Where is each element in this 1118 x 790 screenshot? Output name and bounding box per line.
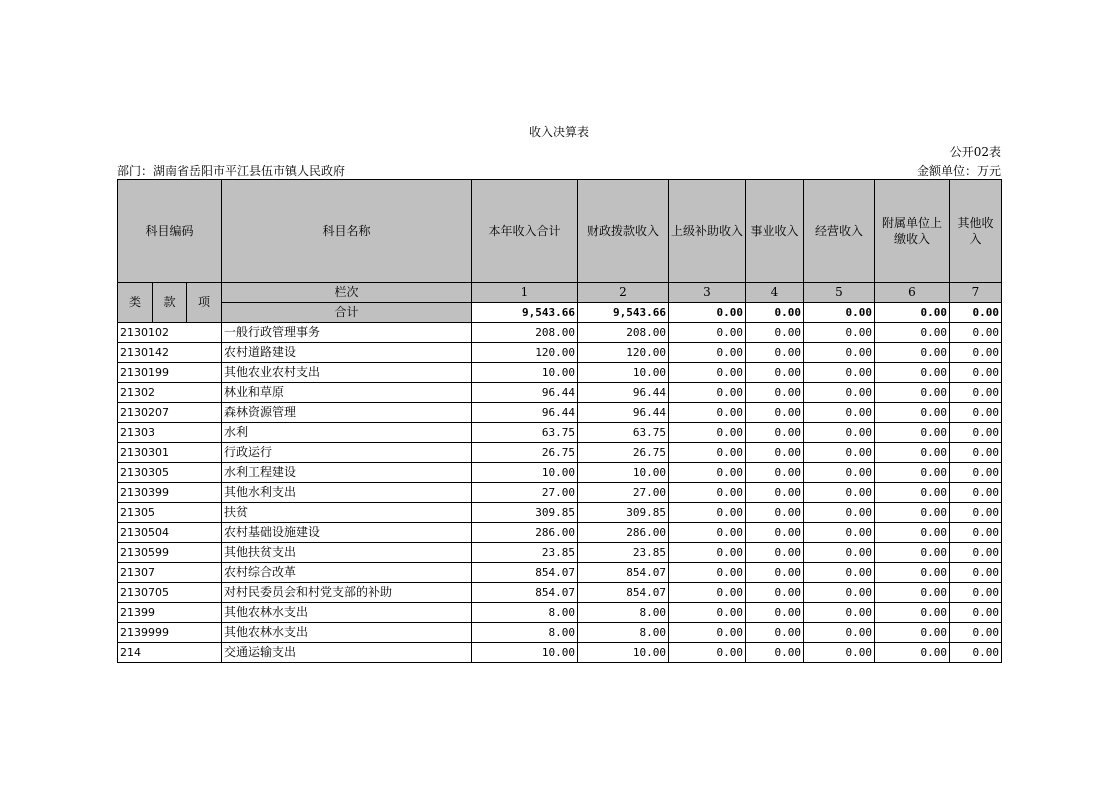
- row-value: 23.85: [472, 543, 578, 563]
- row-value: 0.00: [746, 403, 804, 423]
- row-code: 2130199: [118, 363, 222, 383]
- row-code: 2130102: [118, 323, 222, 343]
- row-value: 0.00: [669, 323, 746, 343]
- row-value: 0.00: [804, 423, 875, 443]
- row-value: 0.00: [875, 543, 950, 563]
- header-lei: 类: [118, 283, 153, 323]
- row-value: 0.00: [950, 623, 1002, 643]
- row-value: 0.00: [746, 563, 804, 583]
- table-row: [118, 443, 1002, 463]
- row-value: 0.00: [950, 383, 1002, 403]
- sum-value: 9,543.66: [578, 303, 669, 323]
- income-table: [117, 179, 1002, 663]
- row-value: 0.00: [950, 463, 1002, 483]
- row-name: 林业和草原: [222, 383, 472, 403]
- row-value: 0.00: [875, 443, 950, 463]
- row-value: 0.00: [950, 543, 1002, 563]
- row-value: 8.00: [472, 603, 578, 623]
- row-value: 208.00: [578, 323, 669, 343]
- column-number-row: [118, 283, 1002, 303]
- row-value: 0.00: [746, 623, 804, 643]
- table-row: [118, 383, 1002, 403]
- row-value: 10.00: [578, 463, 669, 483]
- row-value: 0.00: [950, 503, 1002, 523]
- row-code: 2130305: [118, 463, 222, 483]
- row-value: 0.00: [875, 363, 950, 383]
- row-value: 0.00: [746, 443, 804, 463]
- row-value: 0.00: [669, 643, 746, 663]
- row-value: 0.00: [746, 423, 804, 443]
- sum-label: 合计: [222, 303, 472, 323]
- row-value: 10.00: [472, 463, 578, 483]
- row-value: 0.00: [669, 423, 746, 443]
- row-value: 0.00: [875, 563, 950, 583]
- header-fiscal: 财政拨款收入: [578, 180, 669, 283]
- header-total: 本年收入合计: [472, 180, 578, 283]
- row-value: 0.00: [804, 503, 875, 523]
- sum-value: 0.00: [669, 303, 746, 323]
- report-title: 收入决算表: [528, 125, 589, 139]
- row-code: 21303: [118, 423, 222, 443]
- row-value: 0.00: [804, 343, 875, 363]
- row-value: 0.00: [746, 603, 804, 623]
- row-value: 0.00: [746, 463, 804, 483]
- row-value: 854.07: [578, 583, 669, 603]
- table-row: [118, 403, 1002, 423]
- sum-value: 0.00: [746, 303, 804, 323]
- row-value: 0.00: [669, 603, 746, 623]
- table-row: [118, 323, 1002, 343]
- header-row: [118, 180, 1002, 283]
- row-value: 8.00: [472, 623, 578, 643]
- table-row: [118, 463, 1002, 483]
- row-value: 854.07: [472, 563, 578, 583]
- table-row: [118, 343, 1002, 363]
- sum-value: 0.00: [950, 303, 1002, 323]
- row-value: 0.00: [950, 643, 1002, 663]
- row-name: 扶贫: [222, 503, 472, 523]
- row-value: 0.00: [669, 623, 746, 643]
- row-value: 0.00: [875, 483, 950, 503]
- row-value: 0.00: [804, 323, 875, 343]
- row-name: 水利工程建设: [222, 463, 472, 483]
- row-value: 8.00: [578, 603, 669, 623]
- row-value: 0.00: [746, 323, 804, 343]
- row-value: 0.00: [804, 463, 875, 483]
- row-value: 0.00: [950, 403, 1002, 423]
- row-value: 120.00: [578, 343, 669, 363]
- row-value: 26.75: [472, 443, 578, 463]
- row-value: 0.00: [746, 643, 804, 663]
- row-value: 0.00: [669, 503, 746, 523]
- table-row: [118, 643, 1002, 663]
- row-code: 2130207: [118, 403, 222, 423]
- row-value: 96.44: [472, 403, 578, 423]
- row-code: 214: [118, 643, 222, 663]
- row-value: 27.00: [472, 483, 578, 503]
- row-value: 0.00: [875, 463, 950, 483]
- row-name: 农村道路建设: [222, 343, 472, 363]
- row-code: 2130142: [118, 343, 222, 363]
- row-value: 0.00: [669, 483, 746, 503]
- row-value: 0.00: [669, 403, 746, 423]
- row-value: 0.00: [804, 483, 875, 503]
- row-value: 0.00: [950, 583, 1002, 603]
- row-value: 96.44: [472, 383, 578, 403]
- row-value: 0.00: [804, 623, 875, 643]
- header-superior: 上级补助收入: [669, 180, 746, 283]
- row-value: 854.07: [472, 583, 578, 603]
- row-value: 0.00: [746, 503, 804, 523]
- row-value: 0.00: [950, 523, 1002, 543]
- row-value: 309.85: [472, 503, 578, 523]
- row-code: 21307: [118, 563, 222, 583]
- department-label: 部门：湖南省岳阳市平江县伍市镇人民政府: [117, 164, 346, 178]
- table-row: [118, 483, 1002, 503]
- row-value: 10.00: [578, 363, 669, 383]
- row-value: 0.00: [950, 423, 1002, 443]
- row-value: 0.00: [804, 543, 875, 563]
- row-value: 0.00: [804, 403, 875, 423]
- row-value: 0.00: [746, 483, 804, 503]
- row-value: 0.00: [950, 363, 1002, 383]
- col-num: 7: [950, 283, 1002, 303]
- row-value: 120.00: [472, 343, 578, 363]
- sum-value: 0.00: [804, 303, 875, 323]
- row-value: 10.00: [472, 363, 578, 383]
- col-num: 4: [746, 283, 804, 303]
- row-name: 其他扶贫支出: [222, 543, 472, 563]
- row-value: 0.00: [875, 583, 950, 603]
- header-kuan: 款: [153, 283, 187, 323]
- row-value: 0.00: [875, 523, 950, 543]
- row-code: 2130504: [118, 523, 222, 543]
- row-name: 对村民委员会和村党支部的补助: [222, 583, 472, 603]
- row-value: 10.00: [578, 643, 669, 663]
- table-row: [118, 563, 1002, 583]
- row-value: 0.00: [804, 383, 875, 403]
- row-value: 0.00: [875, 623, 950, 643]
- row-value: 0.00: [669, 543, 746, 563]
- row-value: 0.00: [875, 503, 950, 523]
- table-row: [118, 623, 1002, 643]
- row-name: 其他农林水支出: [222, 623, 472, 643]
- col-num: 3: [669, 283, 746, 303]
- row-value: 0.00: [950, 443, 1002, 463]
- row-value: 0.00: [669, 583, 746, 603]
- row-value: 0.00: [746, 363, 804, 383]
- amount-unit-label: 金额单位：万元: [916, 164, 1001, 178]
- row-value: 10.00: [472, 643, 578, 663]
- row-value: 0.00: [804, 523, 875, 543]
- row-value: 309.85: [578, 503, 669, 523]
- row-value: 0.00: [669, 443, 746, 463]
- table-row: [118, 543, 1002, 563]
- table-row: [118, 583, 1002, 603]
- row-value: 0.00: [804, 583, 875, 603]
- row-value: 96.44: [578, 403, 669, 423]
- row-value: 0.00: [746, 343, 804, 363]
- header-business: 事业收入: [746, 180, 804, 283]
- table-row: [118, 603, 1002, 623]
- sum-value: 0.00: [875, 303, 950, 323]
- row-value: 0.00: [669, 463, 746, 483]
- header-other: 其他收入: [950, 180, 1002, 283]
- row-value: 0.00: [804, 603, 875, 623]
- row-value: 96.44: [578, 383, 669, 403]
- row-value: 0.00: [804, 643, 875, 663]
- row-value: 208.00: [472, 323, 578, 343]
- row-value: 0.00: [669, 523, 746, 543]
- row-value: 0.00: [804, 563, 875, 583]
- row-value: 0.00: [669, 343, 746, 363]
- row-value: 0.00: [804, 363, 875, 383]
- row-value: 8.00: [578, 623, 669, 643]
- table-row: [118, 503, 1002, 523]
- row-value: 0.00: [875, 423, 950, 443]
- row-value: 0.00: [950, 603, 1002, 623]
- row-value: 0.00: [746, 383, 804, 403]
- row-code: 2130599: [118, 543, 222, 563]
- row-value: 0.00: [746, 583, 804, 603]
- row-value: 0.00: [875, 323, 950, 343]
- row-code: 2139999: [118, 623, 222, 643]
- sum-value: 9,543.66: [472, 303, 578, 323]
- row-value: 0.00: [875, 643, 950, 663]
- row-value: 0.00: [875, 343, 950, 363]
- row-name: 其他农林水支出: [222, 603, 472, 623]
- header-name: 科目名称: [222, 180, 472, 283]
- row-code: 21305: [118, 503, 222, 523]
- row-name: 水利: [222, 423, 472, 443]
- row-value: 286.00: [472, 523, 578, 543]
- row-name: 其他水利支出: [222, 483, 472, 503]
- row-value: 0.00: [950, 563, 1002, 583]
- row-value: 63.75: [578, 423, 669, 443]
- row-value: 0.00: [669, 363, 746, 383]
- col-num: 6: [875, 283, 950, 303]
- row-name: 交通运输支出: [222, 643, 472, 663]
- row-value: 0.00: [875, 403, 950, 423]
- row-value: 0.00: [950, 483, 1002, 503]
- header-xiang: 项: [187, 283, 222, 323]
- row-value: 0.00: [804, 443, 875, 463]
- row-value: 0.00: [950, 323, 1002, 343]
- row-value: 854.07: [578, 563, 669, 583]
- col-num: 2: [578, 283, 669, 303]
- row-value: 0.00: [875, 603, 950, 623]
- row-name: 森林资源管理: [222, 403, 472, 423]
- row-value: 0.00: [669, 383, 746, 403]
- row-code: 2130399: [118, 483, 222, 503]
- col-num: 5: [804, 283, 875, 303]
- row-value: 0.00: [746, 543, 804, 563]
- row-value: 63.75: [472, 423, 578, 443]
- row-value: 27.00: [578, 483, 669, 503]
- table-row: [118, 423, 1002, 443]
- table-row: [118, 363, 1002, 383]
- row-code: 2130705: [118, 583, 222, 603]
- sum-row: [118, 303, 1002, 323]
- header-affiliated: 附属单位上缴收入: [875, 180, 950, 283]
- row-value: 0.00: [875, 383, 950, 403]
- row-value: 0.00: [746, 523, 804, 543]
- row-value: 23.85: [578, 543, 669, 563]
- row-value: 286.00: [578, 523, 669, 543]
- col-num: 1: [472, 283, 578, 303]
- form-number: 公开02表: [949, 145, 1001, 159]
- row-name: 一般行政管理事务: [222, 323, 472, 343]
- header-operating: 经营收入: [804, 180, 875, 283]
- row-name: 行政运行: [222, 443, 472, 463]
- header-lanci: 栏次: [222, 283, 472, 303]
- row-value: 26.75: [578, 443, 669, 463]
- table-row: [118, 523, 1002, 543]
- row-name: 农村基础设施建设: [222, 523, 472, 543]
- row-code: 2130301: [118, 443, 222, 463]
- row-name: 其他农业农村支出: [222, 363, 472, 383]
- row-value: 0.00: [669, 563, 746, 583]
- header-code: 科目编码: [118, 180, 222, 283]
- row-name: 农村综合改革: [222, 563, 472, 583]
- row-code: 21399: [118, 603, 222, 623]
- row-value: 0.00: [950, 343, 1002, 363]
- row-code: 21302: [118, 383, 222, 403]
